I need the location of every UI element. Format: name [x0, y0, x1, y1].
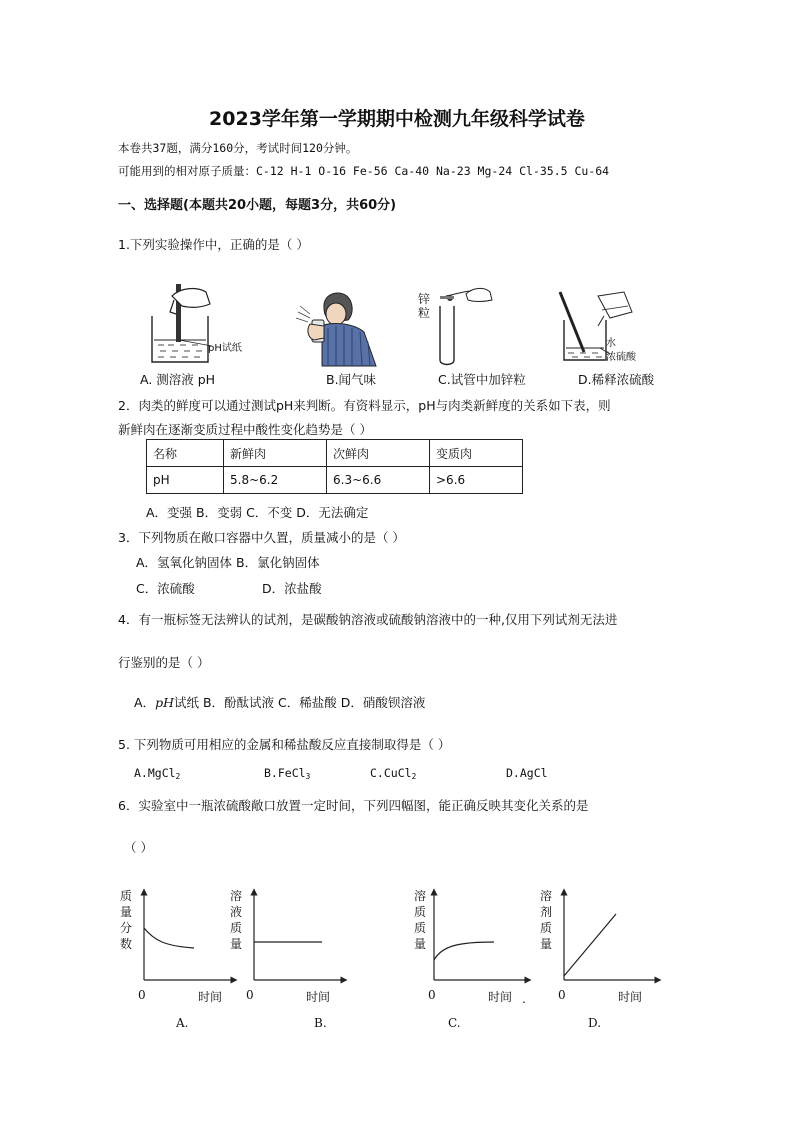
- q5-option-d: D.AgCl: [506, 766, 548, 780]
- q1-option-d: D.稀释浓硫酸: [578, 372, 655, 387]
- q5-option-b-text: B.FeCl: [264, 766, 306, 780]
- q5-option-c-sub: 2: [411, 772, 417, 781]
- q3-option-d: D．浓盐酸: [262, 581, 322, 596]
- graph-a-ylabel: [120, 888, 134, 952]
- q1-stem: 1.下列实验操作中，正确的是（ ）: [118, 237, 309, 252]
- graph-c-origin: 0: [428, 988, 436, 1002]
- ylabel-char: 量: [120, 905, 133, 919]
- ylabel-char: 质: [230, 921, 243, 935]
- ylabel-char: 质: [540, 921, 553, 935]
- table-header-cell: 次鲜肉: [327, 440, 430, 467]
- ylabel-char: 溶: [540, 889, 553, 903]
- q4-option-a-ph: pH: [155, 695, 174, 710]
- q5-option-c-text: C.CuCl: [370, 766, 412, 780]
- q1-option-a: A. 测溶液 pH: [140, 372, 216, 387]
- table-header-cell: 名称: [147, 440, 224, 467]
- table-header-row: [147, 440, 523, 467]
- q4-options-rest: 试纸 B．酚酞试液 C．稀盐酸 D．硝酸钡溶液: [173, 695, 426, 710]
- stray-dot: .: [522, 992, 526, 1006]
- q6-stem-line1: 6．实验室中一瓶浓硫酸敞口放置一定时间，下列四幅图，能正确反映其变化关系的是: [118, 798, 589, 813]
- table-row: [147, 467, 523, 494]
- q1-figure-b: [292, 286, 382, 368]
- ylabel-char: 剂: [540, 905, 553, 919]
- table-cell: 6.3~6.6: [327, 467, 430, 494]
- q3-option-c: C．浓硫酸: [136, 581, 195, 596]
- q5-option-b: [264, 766, 310, 781]
- ph-paper-label: pH试纸: [208, 343, 242, 354]
- ylabel-char: 量: [540, 937, 553, 951]
- q2-stem-line1: 2．肉类的鲜度可以通过测试pH来判断。有资料显示，pH与肉类新鲜度的关系如下表，则: [118, 398, 611, 413]
- table-cell: >6.6: [430, 467, 523, 494]
- graph-c-option: C.: [448, 1016, 461, 1030]
- graph-d-option: D.: [588, 1016, 602, 1030]
- ylabel-char: 溶: [414, 889, 427, 903]
- ylabel-char: 量: [230, 937, 243, 951]
- q4-stem-line2: 行鉴别的是（ ）: [118, 655, 210, 670]
- q4-options: [134, 693, 425, 711]
- graph-a-origin: 0: [138, 988, 146, 1002]
- graph-b-xlabel: 时间: [306, 990, 331, 1004]
- table-header-cell: 新鲜肉: [224, 440, 327, 467]
- q5-option-a-text: A.MgCl: [134, 766, 176, 780]
- ylabel-char: 液: [230, 905, 243, 919]
- q1-figure-a: [150, 282, 260, 367]
- zinc-label-2: 粒: [418, 306, 431, 320]
- conc-acid-label: 浓硫酸: [606, 352, 636, 363]
- ph-freshness-table: [146, 439, 523, 494]
- ylabel-char: 质: [414, 905, 427, 919]
- graph-c-xlabel: 时间: [488, 990, 513, 1004]
- section-heading: 一、选择题(本题共20小题，每题3分，共60分): [118, 198, 397, 213]
- graph-a-xlabel: 时间: [198, 990, 223, 1004]
- ylabel-char: 量: [414, 937, 427, 951]
- q4-stem-line1: 4．有一瓶标签无法辨认的试剂，是碳酸钠溶液或硫酸钠溶液中的一种,仅用下列试剂无法进: [118, 612, 618, 627]
- q1-figure-d: [554, 290, 644, 364]
- q2-stem-line2: 新鲜肉在逐渐变质过程中酸性变化趋势是（ ）: [118, 422, 372, 437]
- q1-figure-c: [418, 284, 498, 366]
- exam-info-line2: 可能用到的相对原子质量：C-12 H-1 O-16 Fe-56 Ca-40 Na-23 Mg-24 Cl-35.5 Cu-64: [118, 164, 610, 178]
- table-header-cell: 变质肉: [430, 440, 523, 467]
- table-cell: pH: [147, 467, 224, 494]
- q1-option-c: C.试管中加锌粒: [438, 372, 526, 387]
- graph-b-option: B.: [314, 1016, 327, 1030]
- q5-option-a: [134, 766, 180, 781]
- exam-title: 2023学年第一学期期中检测九年级科学试卷: [209, 108, 585, 130]
- q5-option-c: [370, 766, 416, 781]
- table-cell: 5.8~6.2: [224, 467, 327, 494]
- zinc-label-1: 锌: [418, 292, 431, 306]
- ylabel-char: 分: [120, 921, 133, 935]
- ylabel-char: 数: [120, 937, 133, 951]
- ylabel-char: 质: [120, 889, 133, 903]
- q4-option-a-prefix: A．: [134, 695, 156, 710]
- graph-d-xlabel: 时间: [618, 990, 643, 1004]
- graph-d-origin: 0: [558, 988, 566, 1002]
- q5-option-b-sub: 3: [305, 772, 311, 781]
- exam-info-line1: 本卷共37题，满分160分，考试时间120分钟。: [118, 141, 358, 155]
- q5-option-a-sub: 2: [175, 772, 181, 781]
- q6-stem-line2: （ ）: [124, 840, 153, 855]
- ylabel-char: 质: [414, 921, 427, 935]
- q2-options: A．变强 B．变弱 C．不变 D．无法确定: [146, 505, 369, 520]
- q5-stem: 5. 下列物质可用相应的金属和稀盐酸反应直接制取得是（ ）: [118, 737, 451, 752]
- graph-b-ylabel: [230, 888, 244, 952]
- ylabel-char: 溶: [230, 889, 243, 903]
- q3-options-ab: A．氢氧化钠固体 B．氯化钠固体: [136, 555, 320, 570]
- graph-a-option: A.: [176, 1016, 189, 1030]
- q1-option-b: B.闻气味: [326, 372, 377, 387]
- graph-b-origin: 0: [246, 988, 254, 1002]
- water-label: 水: [606, 338, 616, 349]
- q3-stem: 3．下列物质在敞口容器中久置，质量减小的是（ ）: [118, 530, 405, 545]
- graph-d-ylabel: [540, 888, 554, 952]
- graph-c-ylabel: [414, 888, 428, 952]
